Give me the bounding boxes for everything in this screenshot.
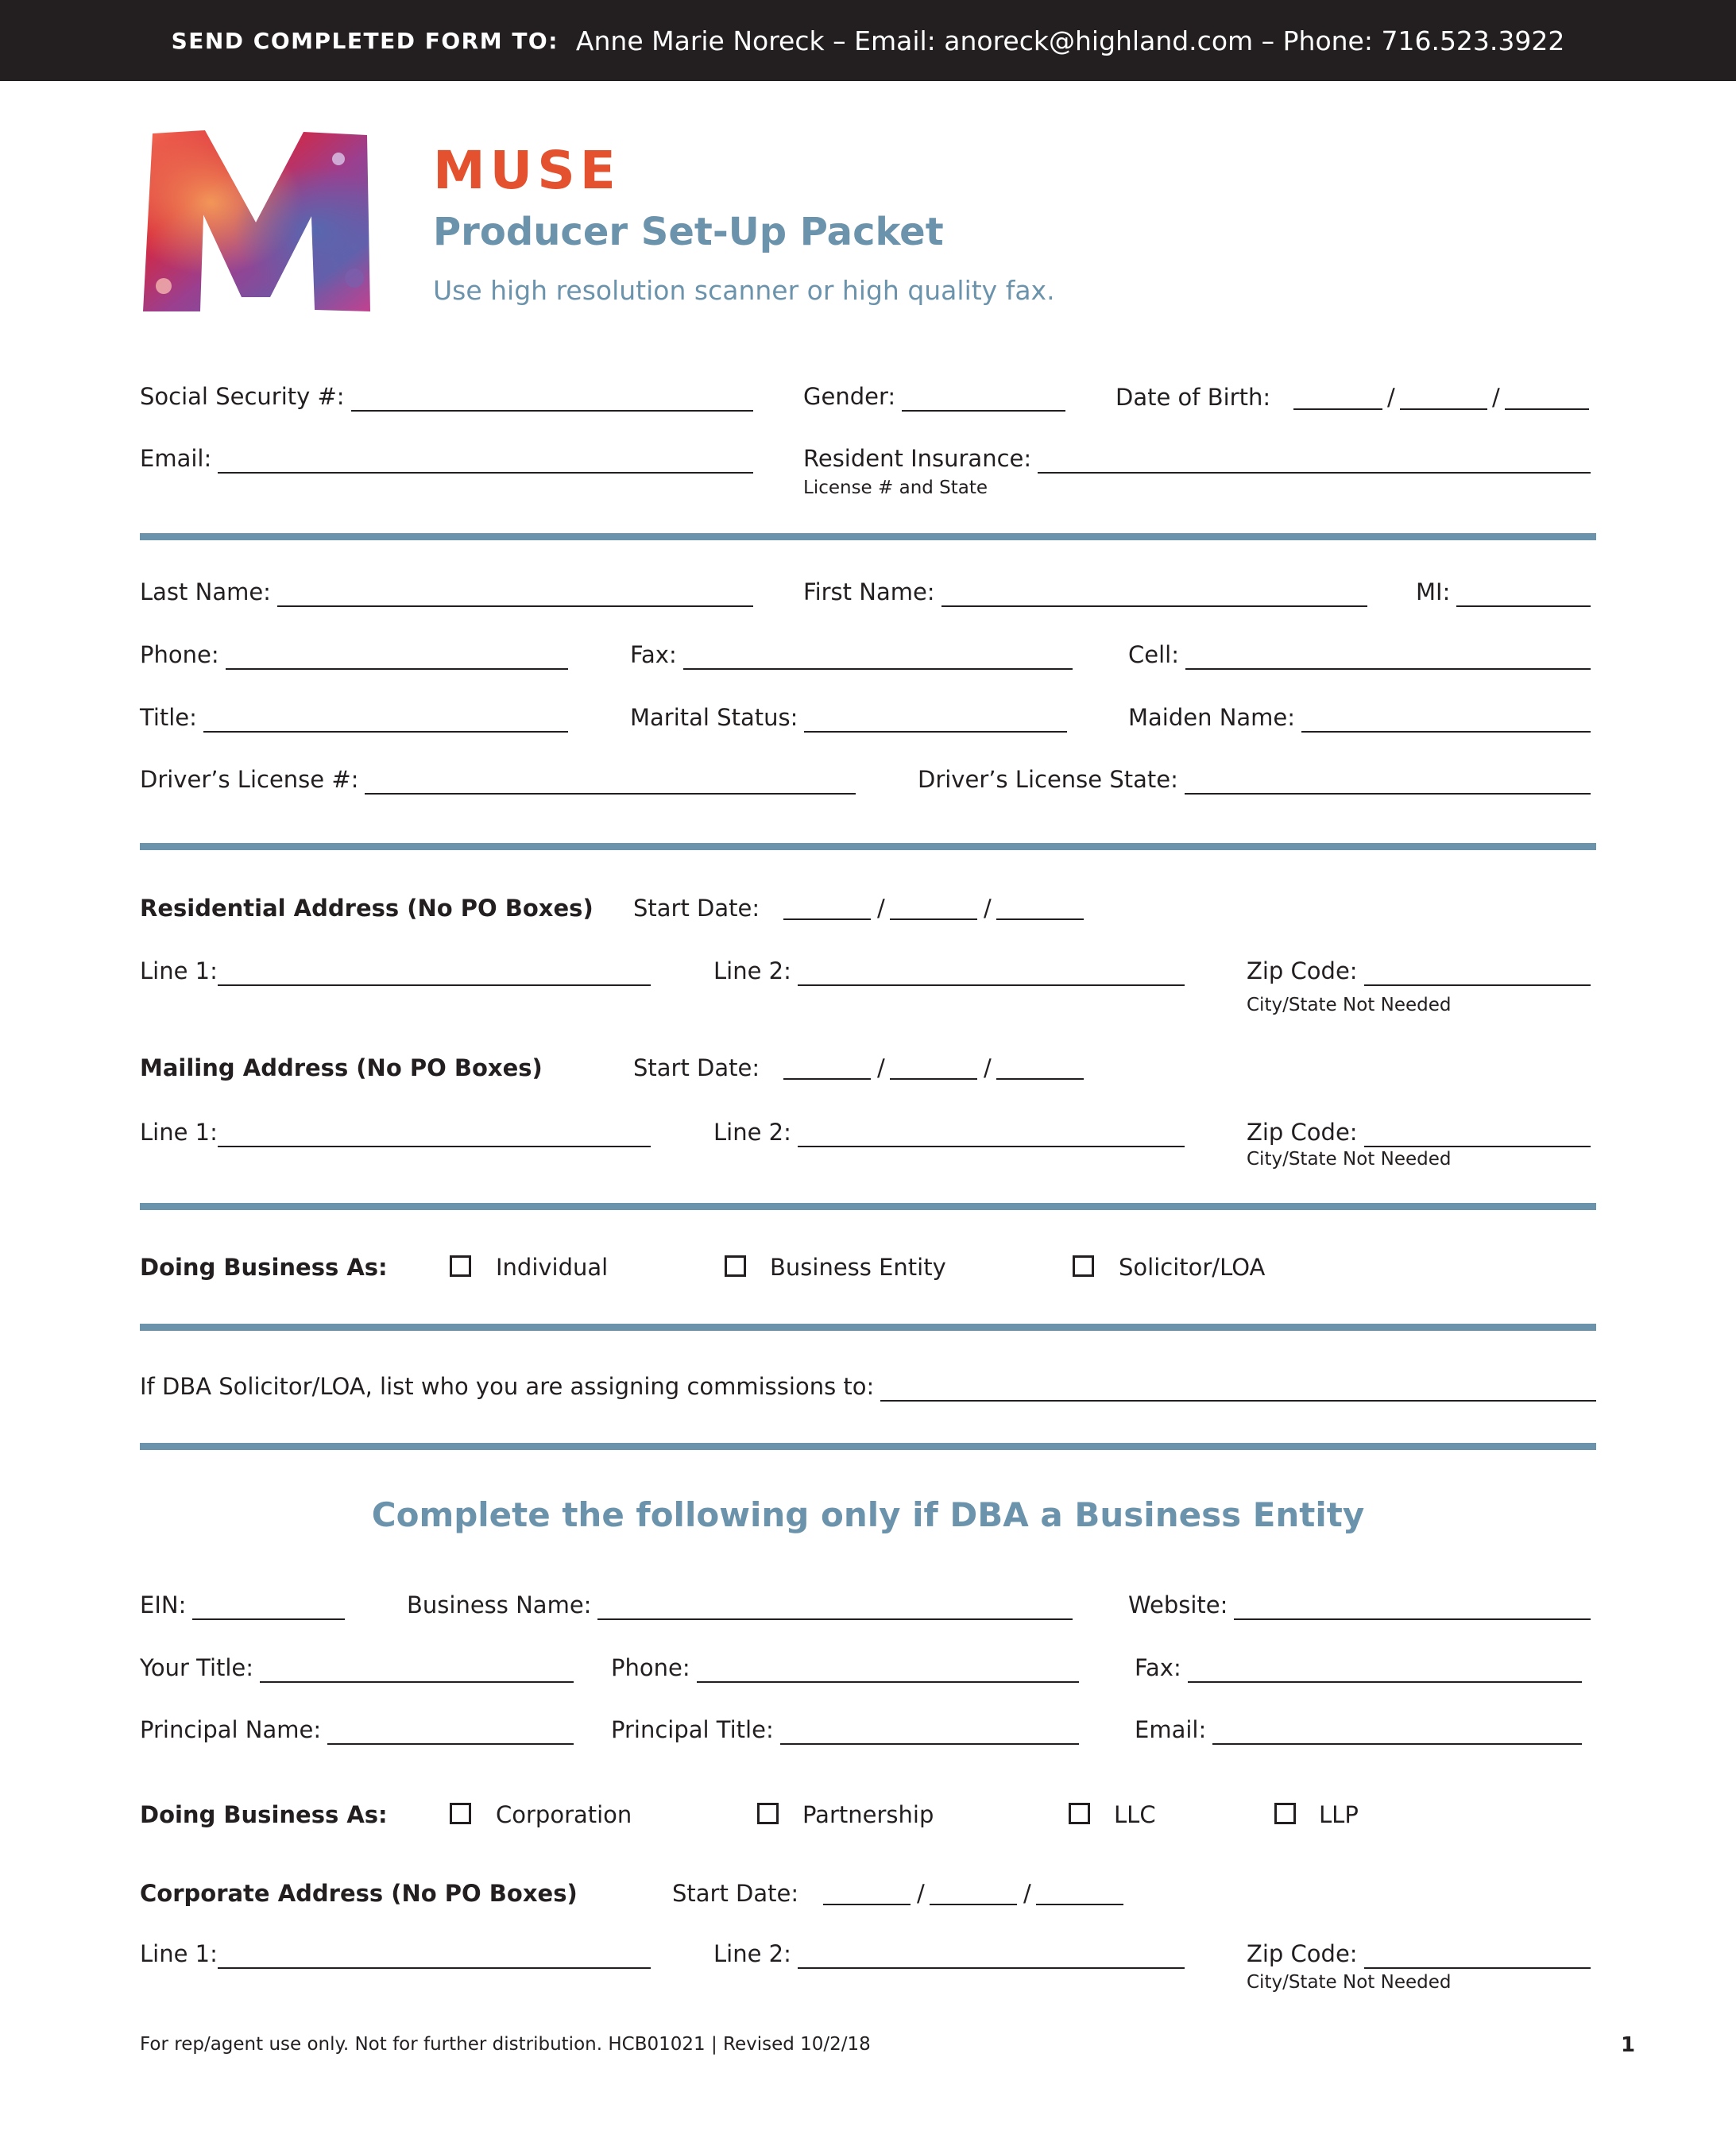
residential-start-date-label: Start Date: [633, 895, 760, 922]
fax-label: Fax: [630, 641, 677, 668]
business-section-title: Complete the following only if DBA a Business Entity [371, 1495, 1365, 1534]
corporate-line1-field[interactable] [140, 1937, 651, 1969]
email-label: Email: [140, 445, 212, 472]
mailing-zip-note: City/State Not Needed [1247, 1149, 1452, 1170]
gender-field[interactable] [803, 380, 1065, 412]
resident-insurance-note: License # and State [803, 478, 988, 498]
brand-name: MUSE [433, 140, 621, 201]
principal-name-label: Principal Name: [140, 1716, 322, 1743]
mailing-zip-field[interactable] [1247, 1116, 1591, 1147]
corporate-start-date-label: Start Date: [672, 1880, 799, 1907]
corporate-zip-label: Zip Code: [1247, 1940, 1358, 1967]
corporate-line2-field[interactable] [713, 1937, 1185, 1969]
ein-field[interactable] [140, 1588, 345, 1620]
mailing-start-date-label: Start Date: [633, 1054, 760, 1081]
business-email-label: Email: [1135, 1716, 1207, 1743]
dba-business-entity-checkbox[interactable] [725, 1255, 746, 1277]
dba-llp-label: LLP [1319, 1801, 1359, 1828]
dba-corporation-checkbox[interactable] [450, 1803, 471, 1824]
mailing-line1-field[interactable] [140, 1116, 651, 1147]
corporate-zip-field[interactable] [1247, 1937, 1591, 1969]
dba-individual-label: Individual [496, 1254, 609, 1281]
ssn-label: Social Security #: [140, 383, 345, 410]
website-field[interactable] [1128, 1588, 1591, 1620]
residential-line2-label: Line 2: [713, 957, 791, 984]
resident-insurance-label: Resident Insurance: [803, 445, 1032, 472]
your-title-label: Your Title: [140, 1654, 254, 1681]
residential-zip-field[interactable] [1247, 954, 1591, 986]
watercolor-m-logo [140, 127, 372, 313]
corporate-address-heading: Corporate Address (No PO Boxes) [140, 1880, 578, 1907]
drivers-license-state-label: Driver’s License State: [918, 766, 1178, 793]
marital-status-field[interactable] [630, 701, 1067, 733]
principal-title-label: Principal Title: [611, 1716, 774, 1743]
form-title: Producer Set-Up Packet [433, 210, 944, 254]
business-name-label: Business Name: [407, 1591, 592, 1618]
residential-start-month-field[interactable] [783, 918, 871, 920]
mailing-address-heading: Mailing Address (No PO Boxes) [140, 1054, 543, 1081]
section-divider [140, 1203, 1596, 1210]
residential-address-heading: Residential Address (No PO Boxes) [140, 895, 593, 922]
dba-corporation-label: Corporation [496, 1801, 632, 1828]
principal-name-field[interactable] [140, 1713, 574, 1745]
title-field[interactable] [140, 701, 568, 733]
business-fax-field[interactable] [1135, 1651, 1582, 1683]
business-phone-label: Phone: [611, 1654, 690, 1681]
section-divider [140, 843, 1596, 850]
residential-start-day-field[interactable] [890, 918, 977, 920]
drivers-license-state-field[interactable] [918, 763, 1591, 795]
mailing-start-day-field[interactable] [890, 1078, 977, 1080]
send-to-label: SEND COMPLETED FORM TO: [171, 27, 559, 54]
corporate-start-month-field[interactable] [823, 1904, 911, 1905]
ein-label: EIN: [140, 1591, 187, 1618]
dba-partnership-checkbox[interactable] [757, 1803, 779, 1824]
fax-field[interactable] [630, 638, 1073, 670]
business-name-field[interactable] [407, 1588, 1073, 1620]
mailing-line1-label: Line 1: [140, 1119, 218, 1146]
dob-label: Date of Birth: [1115, 384, 1271, 411]
email-field[interactable] [140, 442, 753, 474]
dba-solicitor-label: Solicitor/LOA [1119, 1254, 1266, 1281]
residential-line2-field[interactable] [713, 954, 1185, 986]
corporate-line2-label: Line 2: [713, 1940, 791, 1967]
mailing-start-month-field[interactable] [783, 1078, 871, 1080]
dba-individual-checkbox[interactable] [450, 1255, 471, 1277]
footer-text: For rep/agent use only. Not for further distribution. HCB01021 | Revised 10/2/18 [140, 2034, 871, 2055]
corporate-start-day-field[interactable] [930, 1904, 1017, 1905]
your-title-field[interactable] [140, 1651, 574, 1683]
first-name-label: First Name: [803, 578, 935, 605]
solicitor-assignee-field[interactable] [140, 1370, 1596, 1402]
mailing-line2-label: Line 2: [713, 1119, 791, 1146]
title-label: Title: [140, 704, 197, 731]
send-to-banner [0, 0, 1736, 81]
dba-label: Doing Business As: [140, 1254, 388, 1281]
section-divider [140, 533, 1596, 540]
last-name-label: Last Name: [140, 578, 271, 605]
dba-solicitor-checkbox[interactable] [1073, 1255, 1094, 1277]
dob-year-field[interactable] [1505, 408, 1589, 410]
residential-zip-label: Zip Code: [1247, 957, 1358, 984]
marital-status-label: Marital Status: [630, 704, 798, 731]
mailing-zip-label: Zip Code: [1247, 1119, 1358, 1146]
maiden-name-label: Maiden Name: [1128, 704, 1296, 731]
mailing-line2-field[interactable] [713, 1116, 1185, 1147]
phone-field[interactable] [140, 638, 568, 670]
dba-llc-label: LLC [1114, 1801, 1156, 1828]
dba-llp-checkbox[interactable] [1274, 1803, 1296, 1824]
dba-business-entity-label: Business Entity [770, 1254, 946, 1281]
business-dba-label: Doing Business As: [140, 1801, 388, 1828]
mi-label: MI: [1416, 578, 1451, 605]
drivers-license-label: Driver’s License #: [140, 766, 359, 793]
solicitor-assignee-label: If DBA Solicitor/LOA, list who you are assigning commissions to: [140, 1373, 875, 1400]
section-divider [140, 1443, 1596, 1450]
mi-field[interactable] [1416, 575, 1591, 607]
residential-line1-field[interactable] [140, 954, 651, 986]
business-email-field[interactable] [1135, 1713, 1582, 1745]
corporate-start-year-field[interactable] [1036, 1904, 1123, 1905]
gender-label: Gender: [803, 383, 896, 410]
send-to-contact: Anne Marie Noreck – Email: anoreck@highland.com – Phone: 716.523.3922 [575, 25, 1565, 56]
resident-insurance-field[interactable] [803, 442, 1591, 474]
principal-title-field[interactable] [611, 1713, 1079, 1745]
residential-zip-note: City/State Not Needed [1247, 995, 1452, 1015]
business-phone-field[interactable] [611, 1651, 1079, 1683]
mailing-start-year-field[interactable] [996, 1078, 1084, 1080]
maiden-name-field[interactable] [1128, 701, 1591, 733]
section-divider [140, 1324, 1596, 1331]
last-name-field[interactable] [140, 575, 753, 607]
first-name-field[interactable] [803, 575, 1367, 607]
dob-day-field[interactable] [1400, 408, 1487, 410]
corporate-line1-label: Line 1: [140, 1940, 218, 1967]
corporate-zip-note: City/State Not Needed [1247, 1972, 1452, 1993]
residential-line1-label: Line 1: [140, 957, 218, 984]
business-fax-label: Fax: [1135, 1654, 1181, 1681]
website-label: Website: [1128, 1591, 1228, 1618]
residential-start-year-field[interactable] [996, 918, 1084, 920]
page-number: 1 [1621, 2033, 1636, 2057]
drivers-license-field[interactable] [140, 763, 856, 795]
cell-field[interactable] [1128, 638, 1591, 670]
cell-label: Cell: [1128, 641, 1179, 668]
form-subtitle: Use high resolution scanner or high quality fax. [433, 275, 1055, 306]
ssn-field[interactable] [140, 380, 753, 412]
dba-partnership-label: Partnership [802, 1801, 934, 1828]
dba-llc-checkbox[interactable] [1069, 1803, 1090, 1824]
phone-label: Phone: [140, 641, 219, 668]
